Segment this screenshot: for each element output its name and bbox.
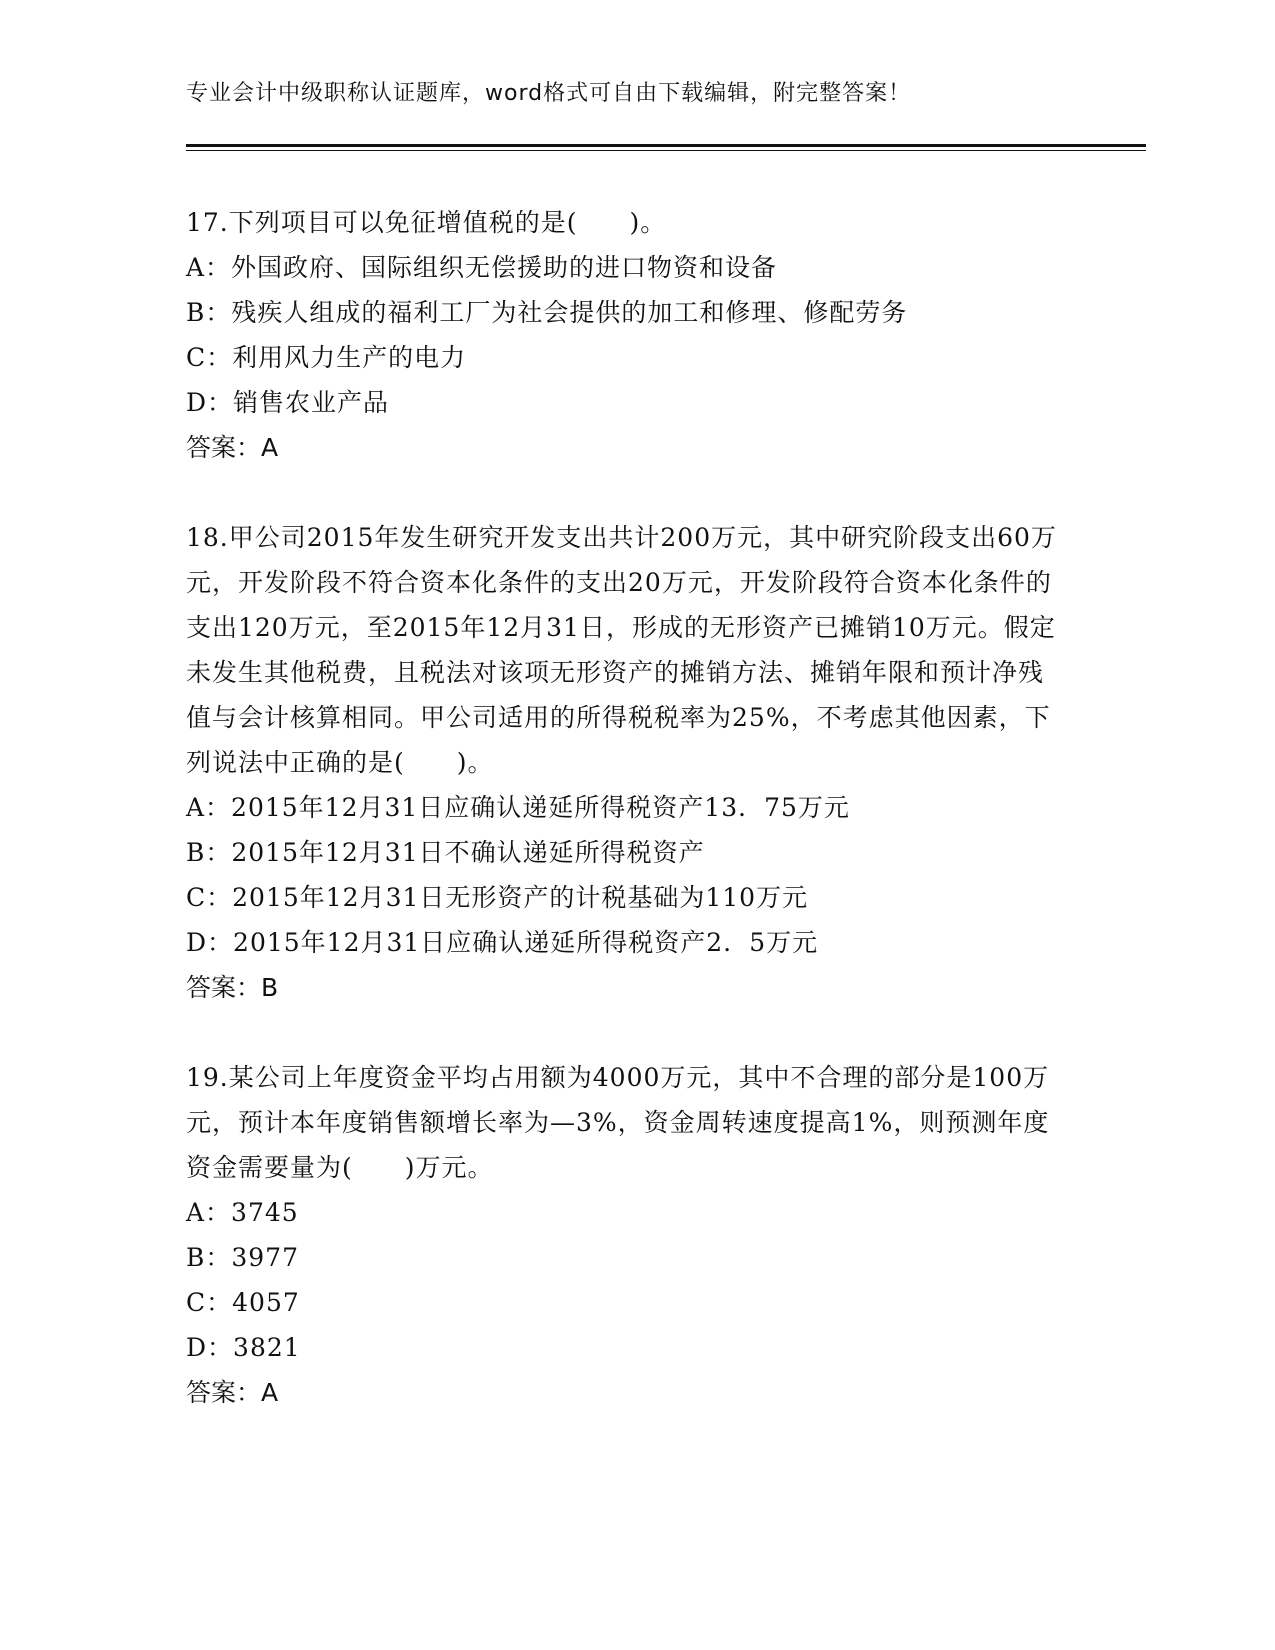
option-d: D：2015年12月31日应确认递延所得税资产2．5万元 [186,928,819,957]
option-c: C：4057 [186,1288,300,1317]
option-b: B：3977 [186,1243,299,1272]
header-rule-thin [186,150,1146,151]
question-18 [186,515,1066,1010]
option-d: D：销售农业产品 [186,388,390,417]
option-a: A：外国政府、国际组织无偿援助的进口物资和设备 [186,253,778,282]
answer: 答案：B [186,973,279,1002]
answer: 答案：A [186,433,279,462]
option-d: D：3821 [186,1333,301,1362]
option-c: C：利用风力生产的电力 [186,343,467,372]
header-rule-thick [186,144,1146,147]
question-stem: 19.某公司上年度资金平均占用额为4000万元，其中不合理的部分是100万元，预计本年度销售额增长率为—3%，资金周转速度提高1%，则预测年度资金需要量为( )万元。 [186,1063,1050,1182]
option-c: C：2015年12月31日无形资产的计税基础为110万元 [186,883,809,912]
option-b: B：残疾人组成的福利工厂为社会提供的加工和修理、修配劳务 [186,298,908,327]
option-a: A：2015年12月31日应确认递延所得税资产13．75万元 [186,793,850,822]
answer: 答案：A [186,1378,279,1407]
question-19 [186,1055,1066,1415]
question-list [186,200,1066,1460]
option-b: B：2015年12月31日不确认递延所得税资产 [186,838,705,867]
question-17 [186,200,1066,470]
question-stem: 17.下列项目可以免征增值税的是( )。 [186,208,667,237]
question-stem: 18.甲公司2015年发生研究开发支出共计200万元，其中研究阶段支出60万元，开发阶段不符合资本化条件的支出20万元，开发阶段符合资本化条件的支出120万元，至2015年12月31日，形成的无形资产已摊销10万元。假定未发生其他税费，且税法对该项无形资产的摊销方法、摊销年限和预计净残值与会计核算相同。甲公司适用的所得税税率为25%，不考虑其他因素，下列说法中正确的是( )。 [186,523,1057,777]
option-a: A：3745 [186,1198,299,1227]
page-header: 专业会计中级职称认证题库，word格式可自由下载编辑，附完整答案！ [186,81,912,106]
